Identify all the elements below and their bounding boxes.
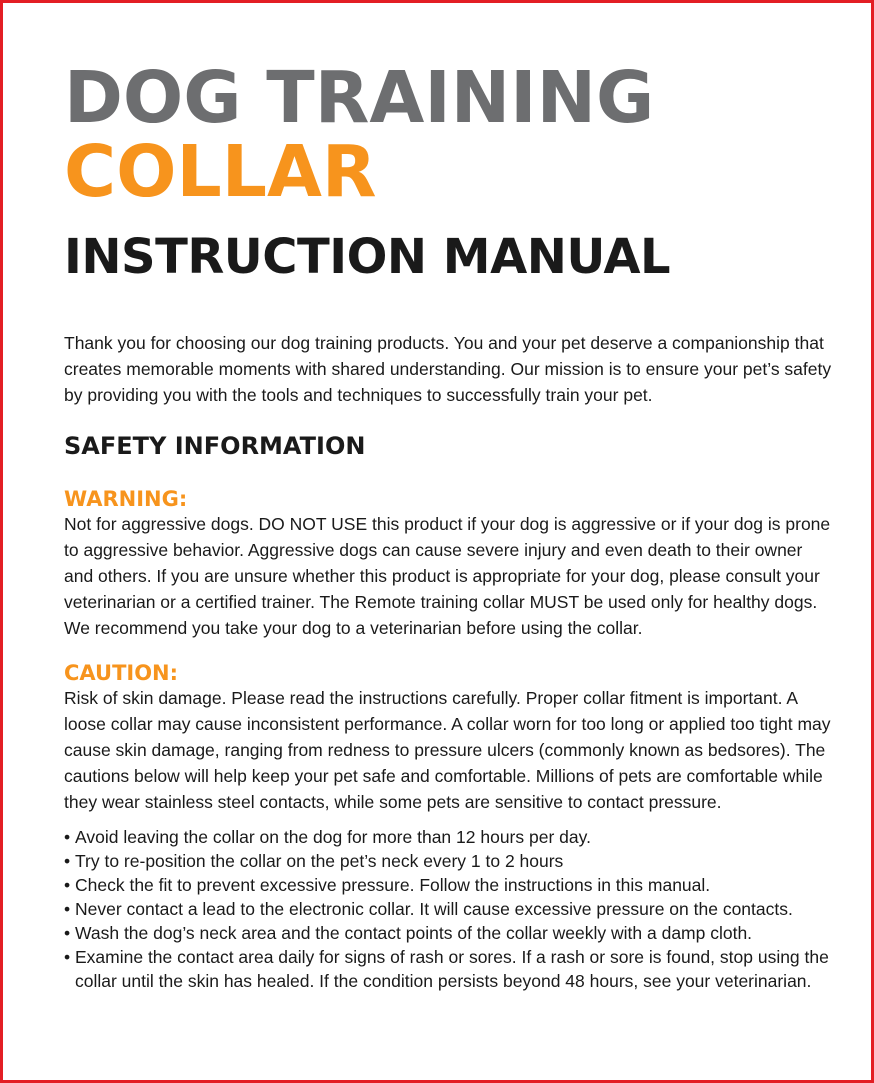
- subtitle-instruction-manual: INSTRUCTION MANUAL: [64, 229, 671, 285]
- caution-text: Risk of skin damage. Please read the instructions carefully. Proper collar fitment is important. A loose collar may cause inconsistent performance. A collar worn for too long or applied too tight may cause skin damage, ranging from redness to pressure ulcers (commonly known as bedsores). The cautions below will help keep your pet safe and comfortable. Millions of pets are comfortable while they wear stainless steel contacts, while some pets are sensitive to contact pressure.: [64, 688, 831, 812]
- list-item-text: Avoid leaving the collar on the dog for more than 12 hours per day.: [75, 827, 591, 847]
- page-content: [64, 56, 834, 993]
- list-item: [64, 873, 834, 897]
- bullet-dot-icon: •: [64, 827, 71, 847]
- bullet-dot-icon: •: [64, 875, 71, 895]
- title-collar: COLLAR: [64, 130, 377, 213]
- bullet-dot-icon: •: [64, 923, 71, 943]
- title-block: [64, 56, 834, 285]
- warning-section: [64, 487, 834, 641]
- intro-paragraph: Thank you for choosing our dog training products. You and your pet deserve a companionship that creates memorable moments with shared understanding. Our mission is to ensure your pet’s safety by providing you with the tools and techniques to successfully train your pet.: [64, 333, 832, 405]
- warning-text: Not for aggressive dogs. DO NOT USE this product if your dog is aggressive or if your dog is prone to aggressive behavior. Aggressive dogs can cause severe injury and even death to their owner and others. If you are unsure whether this product is appropriate for your dog, please consult your veterinarian or a certified trainer. The Remote training collar MUST be used only for healthy dogs. We recommend you take your dog to a veterinarian before using the collar.: [64, 514, 831, 638]
- caution-section: [64, 661, 834, 815]
- title-dog-training: DOG TRAINING: [64, 56, 655, 139]
- list-item: [64, 945, 834, 993]
- bullet-dot-icon: •: [64, 851, 71, 871]
- list-item-text: Never contact a lead to the electronic collar. It will cause excessive pressure on the contacts.: [75, 899, 793, 919]
- list-item: [64, 921, 834, 945]
- list-item: [64, 825, 834, 849]
- list-item: [64, 849, 834, 873]
- list-item-text: Try to re-position the collar on the pet’s neck every 1 to 2 hours: [75, 851, 564, 871]
- warning-label: WARNING:: [64, 487, 188, 511]
- bullet-dot-icon: •: [64, 899, 71, 919]
- list-item-text: Examine the contact area daily for signs of rash or sores. If a rash or sore is found, stop using the collar until the skin has healed. If the condition persists beyond 48 hours, see your veterinarian.: [75, 947, 829, 991]
- caution-label: CAUTION:: [64, 661, 179, 685]
- list-item-text: Check the fit to prevent excessive pressure. Follow the instructions in this manual.: [75, 875, 711, 895]
- list-item-text: Wash the dog’s neck area and the contact points of the collar weekly with a damp cloth.: [75, 923, 753, 943]
- safety-information-heading: SAFETY INFORMATION: [64, 432, 366, 460]
- list-item: [64, 897, 834, 921]
- bullet-dot-icon: •: [64, 947, 71, 967]
- caution-bullet-list: [64, 825, 834, 993]
